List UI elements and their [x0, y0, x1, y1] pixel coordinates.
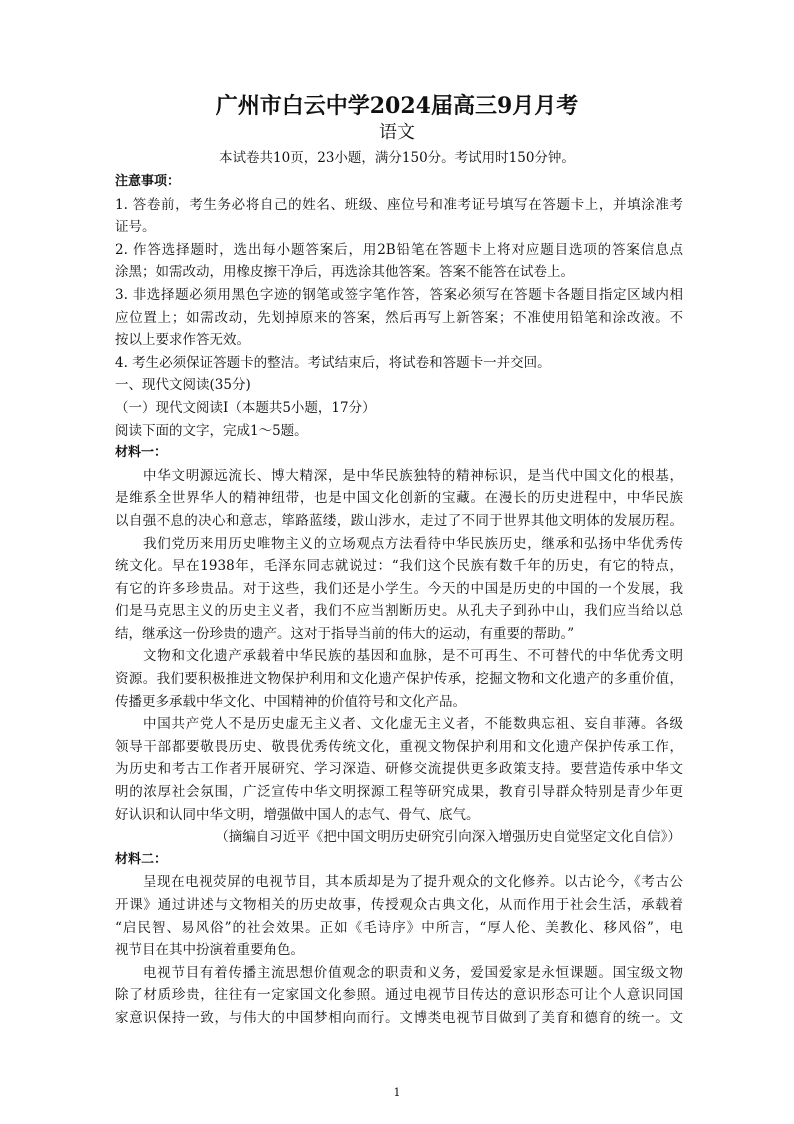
notice-line: 涂黑；如需改动，用橡皮擦干净后，再选涂其他答案。答案不能答在试卷上。 [115, 264, 574, 281]
material1-line: 有它的许多珍贵品。对于这些，我们还是小学生。今天的中国是历史的中国的一个发展，我 [115, 580, 683, 597]
notice-line: 应位置上；如需改动，先划掉原来的答案，然后再写上新答案；不准使用铅笔和涂改液。不 [115, 309, 683, 326]
material2-line: 除了材质珍贵，往往有一定家国文化参照。通过电视节目传达的意识形态可让个人意识同国 [115, 987, 683, 1004]
material1-line: 结，继承这一份珍贵的遗产。这对于指导当前的伟大的运动，有重要的帮助。” [115, 625, 575, 642]
material2-heading: 材料二： [115, 851, 168, 867]
material1-line: 传播更多承载中华文化、中国精神的价值符号和文化产品。 [115, 693, 466, 710]
material1-line: 中国共产党人不是历史虚无主义者、文化虚无主义者，不能数典忘祖、妄自菲薄。各级 [143, 716, 683, 733]
page-number: 1 [393, 1086, 401, 1099]
material1-line: 中华文明源远流长、博大精深，是中华民族独特的精神标识，是当代中国文化的根基， [143, 467, 683, 484]
notice-line: 1. 答卷前，考生务必将自己的姓名、班级、座位号和准考证号填写在答题卡上，并填涂准考 [115, 196, 683, 213]
material2-line: “启民智、易风俗”的社会效果。正如《毛诗序》中所言，“厚人伦、美教化、移风俗”，电 [115, 919, 683, 936]
notice-line: 按以上要求作答无效。 [115, 332, 250, 349]
notice-line: 证号。 [115, 219, 156, 236]
material1-line: 统文化。早在1938年，毛泽东同志就说过：“我们这个民族有数千年的历史，有它的特点， [115, 558, 683, 575]
material2-line: 家意识保持一致，与伟大的中国梦相向而行。文博类电视节目做到了美育和德育的统一。文 [115, 1009, 683, 1026]
section-instruction: 阅读下面的文字，完成1～5题。 [115, 422, 308, 439]
section-subtitle: （一）现代文阅读Ⅰ（本题共5小题，17分） [115, 399, 376, 416]
notice-line: 4. 考生必须保证答题卡的整洁。考试结束后，将试卷和答题卡一并交回。 [115, 354, 551, 371]
exam-subject: 语文 [379, 122, 415, 143]
material1-heading: 材料一： [115, 445, 168, 461]
material2-line: 开课》通过讲述与文物相关的历史故事，传授观众古典文化，从而作用于社会生活，承载着 [115, 897, 683, 913]
notice-heading: 注意事项： [115, 174, 181, 189]
exam-meta: 本试卷共10页，23小题，满分150分。考试用时150分钟。 [219, 150, 575, 166]
material2-line: 呈现在电视荧屏的电视节目，其本质却是为了提升观众的文化修养。以古论今，《考古公 [143, 874, 683, 891]
material2-line: 视节目在其中扮演着重要角色。 [115, 942, 304, 959]
material2-line: 电视节目有着传播主流思想价值观念的职责和义务，爱国爱家是永恒课题。国宝级文物 [143, 964, 683, 981]
material1-line: 们是马克思主义的历史主义者，我们不应当割断历史。从孔夫子到孙中山，我们应当给以总 [115, 603, 683, 620]
material1-line: 领导干部都要敬畏历史、敬畏优秀传统文化，重视文物保护利用和文化遗产保护传承工作， [115, 738, 683, 755]
material1-line: 文物和文化遗产承载着中华民族的基因和血脉，是不可再生、不可替代的中华优秀文明 [143, 648, 683, 665]
material1-line: 资源。我们要积极推进文物保护利用和文化遗产保护传承，挖掘文物和文化遗产的多重价值， [115, 671, 683, 688]
material1-line: 好认识和认同中华文明，增强做中国人的志气、骨气、底气。 [115, 806, 480, 823]
exam-body [115, 171, 683, 1030]
notice-line: 3. 非选择题必须用黑色字迹的钢笔或签字笔作答，答案必须写在答题卡各题目指定区域内相 [115, 286, 683, 303]
material1-line: 明的浓厚社会氛围，广泛宣传中华文明探源工程等研究成果，教育引导群众特别是青少年更 [115, 784, 683, 801]
section-title: 一、现代文阅读(35分) [115, 377, 251, 394]
notice-line: 2. 作答选择题时，选出每小题答案后，用2B铅笔在答题卡上将对应题目选项的答案信息点 [115, 241, 683, 258]
material1-line: 以自强不息的决心和意志，筚路蓝缕，跋山涉水，走过了不同于世界其他文明体的发展历程。 [115, 512, 683, 529]
material1-line: 是维系全世界华人的精神纽带，也是中国文化创新的宝藏。在漫长的历史进程中，中华民族 [115, 490, 683, 507]
material1-line: 为历史和考古工作者开展研究、学习深造、研修交流提供更多政策支持。要营造传承中华文 [115, 761, 683, 778]
exam-title: 广州市白云中学2024届高三9月月考 [215, 93, 579, 119]
material1-source: （摘编自习近平《把中国文明历史研究引向深入增强历史自觉坚定文化自信》） [215, 829, 681, 846]
material1-line: 我们党历来用历史唯物主义的立场观点方法看待中华民族历史，继承和弘扬中华优秀传 [143, 535, 683, 552]
